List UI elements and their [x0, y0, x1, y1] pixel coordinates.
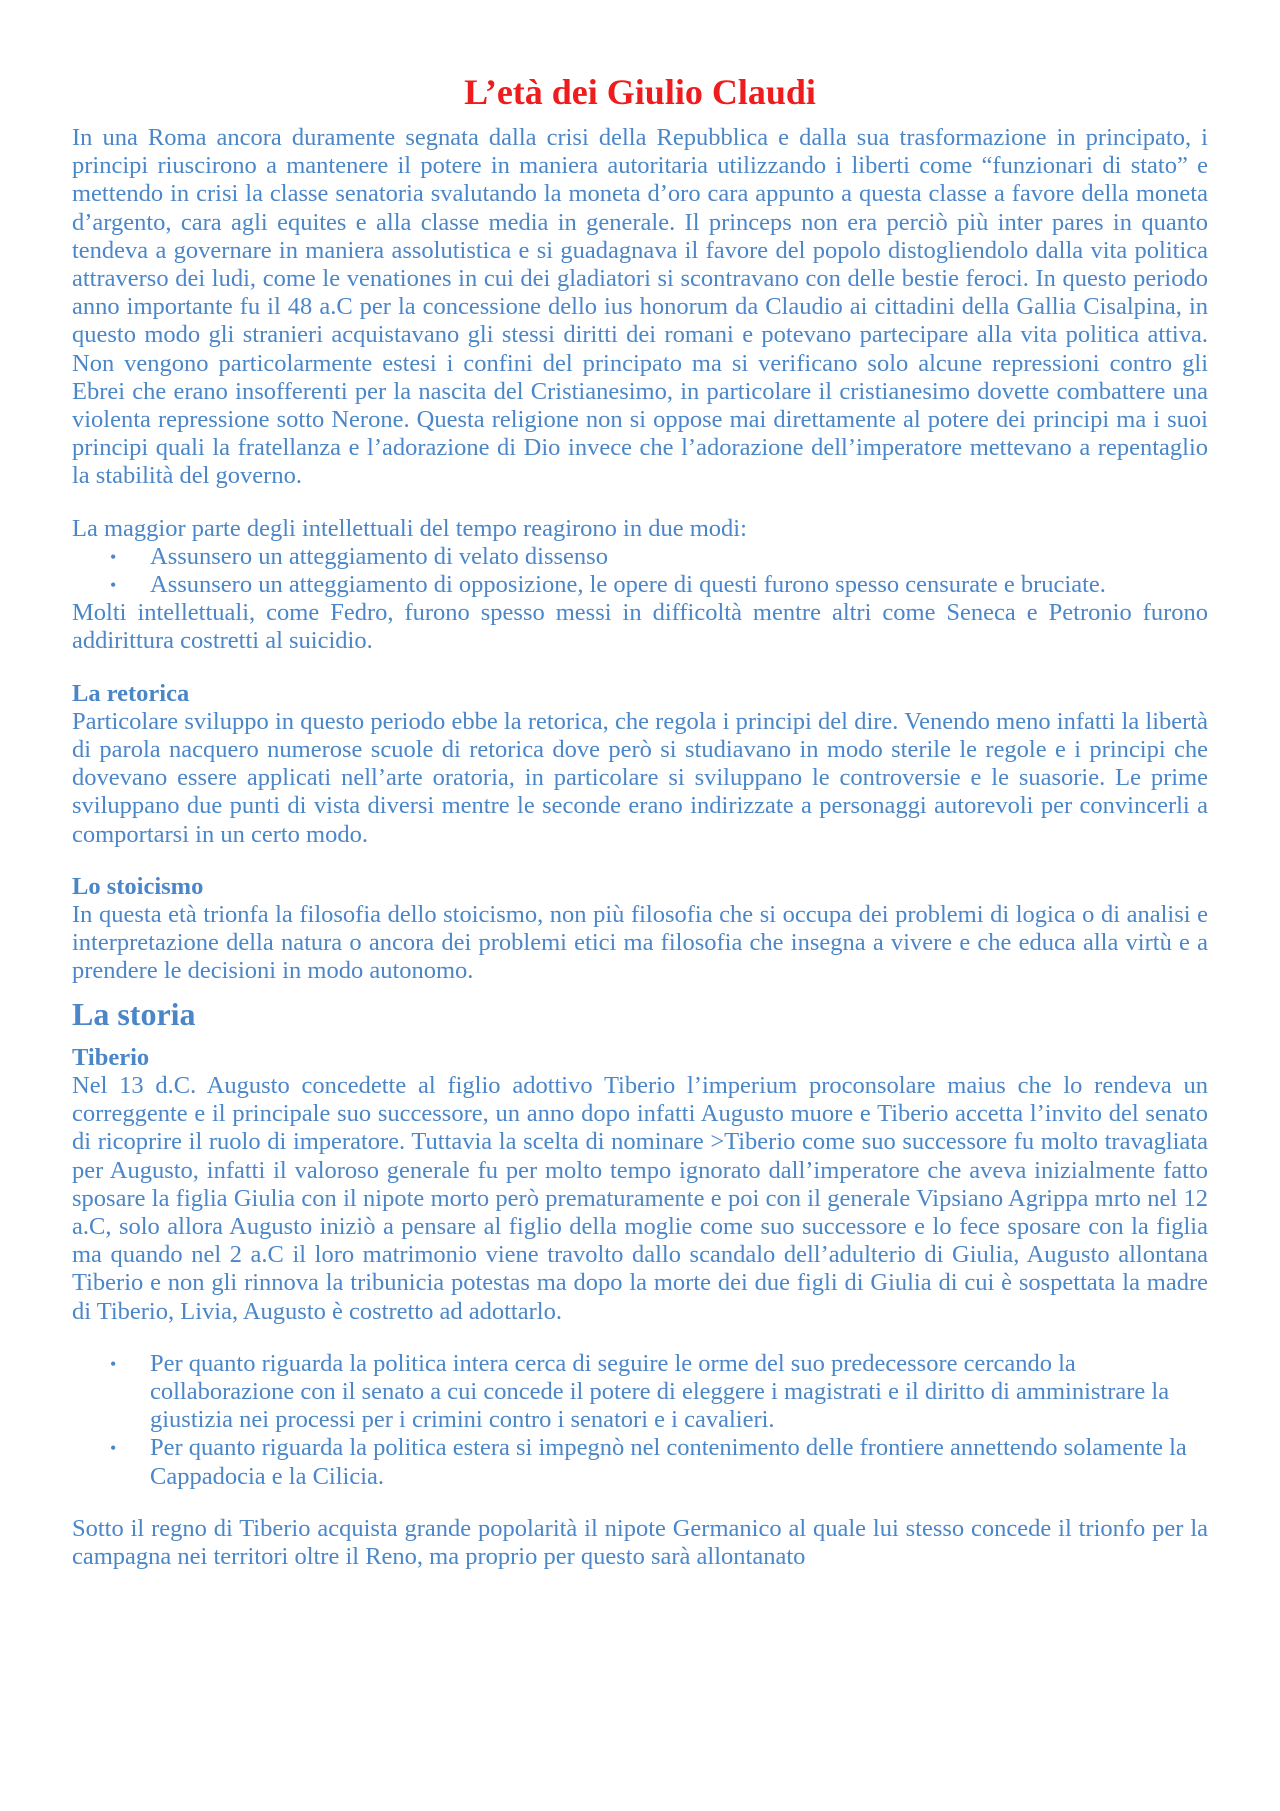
list-item-text: Assunsero un atteggiamento di opposizione, le opere di questi furono spesso censurate e bruciate. — [150, 571, 1106, 599]
storia-heading: La storia — [72, 995, 196, 1032]
tiberio-paragraph: Nel 13 d.C. Augusto concedette al figlio adottivo Tiberio l’imperium proconsolare maius che lo rendeva un correggente e il principale suo successore, un anno dopo infatti Augusto muore e Tiberio accetta l’invito del senato di ricoprire il ruolo di imperatore. Tuttavia la scelta di nominare >Tiberio come suo successore fu molto travagliata per Augusto, infatti il valoroso generale fu per molto tempo ignorato dall’imperatore che aveva inizialmente fatto sposare la figlia Giulia con il nipote morto però prematuramente e poi con il generale Vipsiano Agrippa mrto nel 12 a.C, solo allora Augusto iniziò a pensare al figlio della moglie come suo successore e lo fece sposare con la figlia ma quando nel 2 a.C il loro matrimonio viene travolto dallo scandalo dell’adulterio di Giulia, Augusto allontana Tiberio e non gli rinnova la tribunicia potestas ma dopo la morte dei due figli di Giulia di cui è sospettata la madre di Tiberio, Livia, Augusto è costretto ad adottarlo. — [72, 1071, 1208, 1325]
stoicismo-paragraph: In questa età trionfa la filosofia dello stoicismo, non più filosofia che si occupa dei problemi di logica o di analisi e interpretazione della natura o ancora dei problemi etici ma filosofia che insegna a vivere e che educa alla virtù e a prendere le decisioni in modo autonomo. — [72, 901, 1208, 985]
bullet-icon: • — [110, 575, 117, 596]
tiberio-heading: Tiberio — [72, 1043, 150, 1071]
spacer — [72, 849, 1208, 873]
spacer — [72, 1491, 1208, 1515]
retorica-heading: La retorica — [72, 679, 190, 707]
retorica-paragraph: Particolare sviluppo in questo periodo ebbe la retorica, che regola i principi del dire. Venendo meno infatti la libertà di parola nacquero numerose scuole di retorica dove però si studiavano in modo sterile le regole e i principi che dovevano essere applicati nell’arte oratoria, in particolare si sviluppano le controversie e le suasorie. Le prime sviluppano due punti di vista diversi mentre le seconde erano indirizzate a personaggi autorevoli per convincerli a comportarsi in un certo modo. — [72, 707, 1208, 848]
intro-paragraph: In una Roma ancora duramente segnata dalla crisi della Repubblica e dalla sua trasformazione in principato, i principi riuscirono a mantenere il potere in maniera autoritaria utilizzando i liberti come “funzionari di stato” e mettendo in crisi la classe senatoria svalutando la moneta d’oro cara appunto a questa classe a favore della moneta d’argento, cara agli equites e alla classe media in generale. Il princeps non era perciò più inter pares in quanto tendeva a governare in maniera assolutistica e si guadagnava il favore del popolo distogliendolo dalla vita politica attraverso dei ludi, come le venationes in cui dei gladiatori si scontravano con delle bestie feroci. In questo periodo anno importante fu il 48 a.C per la concessione dello ius honorum da Claudio ai cittadini della Gallia Cisalpina, in questo modo gli stranieri acquistavano gli stessi diritti dei romani e potevano partecipare alla vita politica attiva. Non vengono particolarmente estesi i confini del principato ma si verificano solo alcune repressioni contro gli Ebrei che erano insofferenti per la nascita del Cristianesimo, in particolare il cristianesimo dovette combattere una violenta repressione sotto Nerone. Questa religione non si oppose mai direttamente al potere dei principi ma i suoi principi quali la fratellanza e l’adorazione di Dio invece che l’adorazione dell’imperatore mettevano a repentaglio la stabilità del governo. — [72, 124, 1208, 490]
bullet-icon: • — [110, 546, 117, 567]
document-title: L’età dei Giulio Claudi — [464, 72, 816, 112]
spacer — [72, 491, 1208, 515]
stoicismo-heading: Lo stoicismo — [72, 872, 204, 900]
list-item — [72, 571, 1208, 599]
spacer — [72, 1326, 1208, 1350]
bullet-icon: • — [110, 1438, 117, 1459]
list-item-text: Per quanto riguarda la politica estera si impegnò nel contenimento delle frontiere annettendo solamente la Cappadocia e la Cilicia. — [150, 1434, 1187, 1490]
list-item — [72, 1350, 1208, 1435]
list-item — [72, 1434, 1208, 1490]
list-item — [72, 543, 1208, 571]
spacer — [72, 656, 1208, 680]
intellectuals-lead: La maggior parte degli intellettuali del tempo reagirono in due modi: — [72, 514, 747, 542]
intellectuals-closing: Molti intellettuali, come Fedro, furono spesso messi in difficoltà mentre altri come Seneca e Petronio furono addirittura costretti al suicidio. — [72, 599, 1208, 655]
tiberio-closing: Sotto il regno di Tiberio acquista grande popolarità il nipote Germanico al quale lui stesso concede il trionfo per la campagna nei territori oltre il Reno, ma proprio per questo sarà allontanato — [72, 1514, 1208, 1570]
intellectuals-list — [72, 543, 1208, 599]
tiberio-policy-list — [72, 1350, 1208, 1491]
list-item-text: Per quanto riguarda la politica intera cerca di seguire le orme del suo predecessore cercando la collaborazione con il senato a cui concede il potere di eleggere i magistrati e il diritto di amministrare la giustizia nei processi per i crimini contro i senatori e i cavalieri. — [150, 1349, 1170, 1434]
bullet-icon: • — [110, 1353, 117, 1374]
list-item-text: Assunsero un atteggiamento di velato dissenso — [150, 542, 608, 570]
